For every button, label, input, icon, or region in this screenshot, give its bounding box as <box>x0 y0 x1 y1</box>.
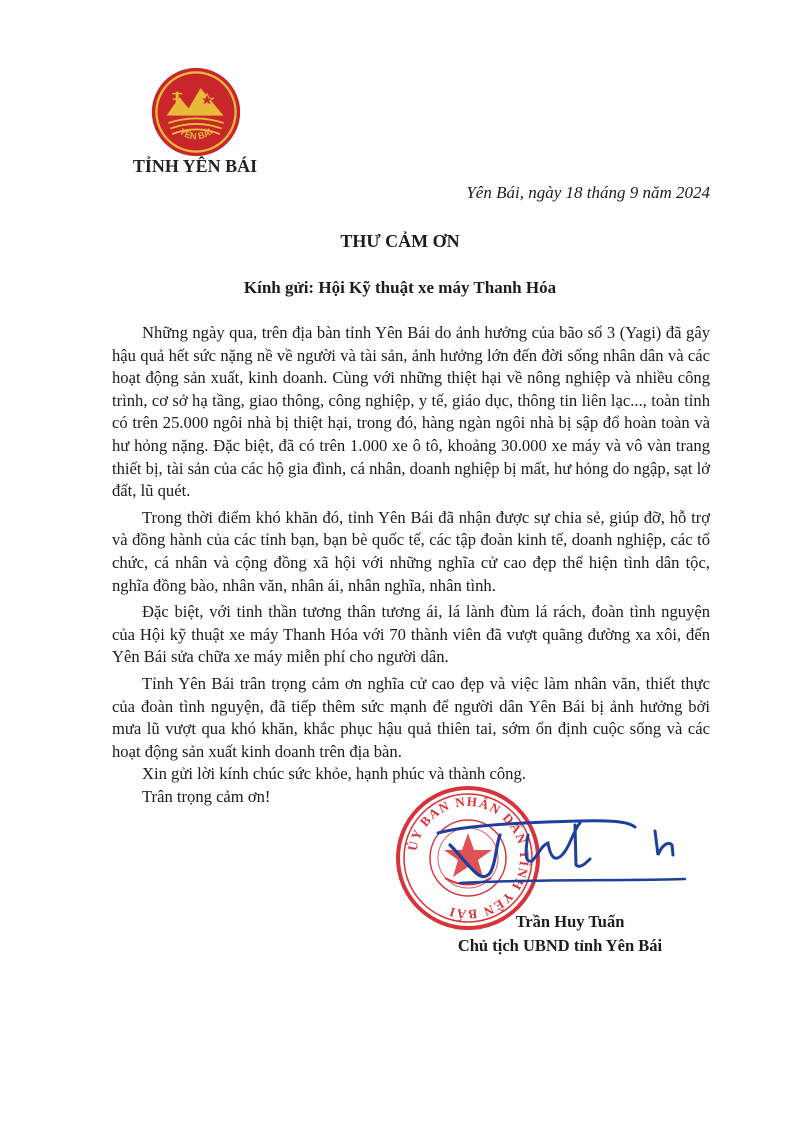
letter-title: THƯ CẢM ƠN <box>340 231 460 251</box>
date-line: Yên Bái, ngày 18 tháng 9 năm 2024 <box>466 183 710 202</box>
letter-body <box>112 322 710 808</box>
body-paragraph: Đặc biệt, với tinh thần tương thân tương ái, lá lành đùm lá rách, đoàn tình nguyện của Hội kỹ thuật xe máy Thanh Hóa với 70 thành viên đã vượt quãng đường xa xôi, đến Yên Bái sửa chữa xe máy miễn phí cho người dân. <box>112 602 710 667</box>
signer-name: Trần Huy Tuấn <box>515 912 625 931</box>
closing-wish: Xin gửi lời kính chúc sức khỏe, hạnh phúc và thành công. <box>142 764 526 784</box>
svg-text:YÊN BÁI: YÊN BÁI <box>177 126 215 142</box>
signer-title: Chủ tịch UBND tỉnh Yên Bái <box>457 936 663 955</box>
yen-bai-emblem-icon <box>150 66 242 158</box>
body-paragraph: Tỉnh Yên Bái trân trọng cảm ơn nghĩa cử cao đẹp và việc làm nhân văn, thiết thực của đoàn tình nguyện, đã tiếp thêm sức mạnh để người dân Yên Bái bị ảnh hưởng bởi mưa lũ vượt qua khó khăn, khắc phục hậu quả thiên tai, sớm ổn định cuộc sống và các hoạt động sản xuất kinh doanh trên địa bàn. <box>112 673 710 761</box>
svg-text:ỦY BAN NHÂN DÂN TỈNH YÊN BÁI: ỦY BAN NHÂN DÂN TỈNH YÊN BÁI <box>404 793 533 923</box>
body-paragraph: Trong thời điểm khó khăn đó, tỉnh Yên Bái đã nhận được sự chia sẻ, giúp đỡ, hỗ trợ và đồng hành của các tỉnh bạn, bạn bè quốc tế, các tập đoàn kinh tế, doanh nghiệp, các tổ chức, cá nhân và cộng đồng xã hội với những nghĩa cử cao đẹp thể hiện tình dân tộc, nghĩa đồng bào, nhân văn, nhân ái, nhân nghĩa, nhân tình. <box>112 507 710 595</box>
signature-icon <box>430 805 700 915</box>
body-paragraph: Những ngày qua, trên địa bàn tỉnh Yên Bái do ảnh hưởng của bão số 3 (Yagi) đã gây hậu quả hết sức nặng nề về người và tài sản, ảnh hưởng lớn đến đời sống nhân dân và các hoạt động sản xuất, kinh doanh. Cùng với những thiệt hại về nông nghiệp và nhiều công trình, cơ sở hạ tầng, giao thông, công nghiệp, y tế, giáo dục, thông tin liên lạc..., toàn tỉnh có trên 25.000 ngôi nhà bị thiệt hại, trong đó, hàng ngàn ngôi nhà bị sập đổ hoàn toàn và hư hỏng nặng. Đặc biệt, đã có trên 1.000 xe ô tô, khoảng 30.000 xe máy và vô vàn trang thiết bị, tài sản của các hộ gia đình, cá nhân, doanh nghiệp bị mất, hư hỏng do ngập, sạt lở đất, lũ quét. <box>112 323 710 501</box>
province-name: TỈNH YÊN BÁI <box>132 156 258 176</box>
letter-recipient: Kính gửi: Hội Kỹ thuật xe máy Thanh Hóa <box>243 278 557 297</box>
closing-thanks: Trân trọng cảm ơn! <box>142 786 271 806</box>
